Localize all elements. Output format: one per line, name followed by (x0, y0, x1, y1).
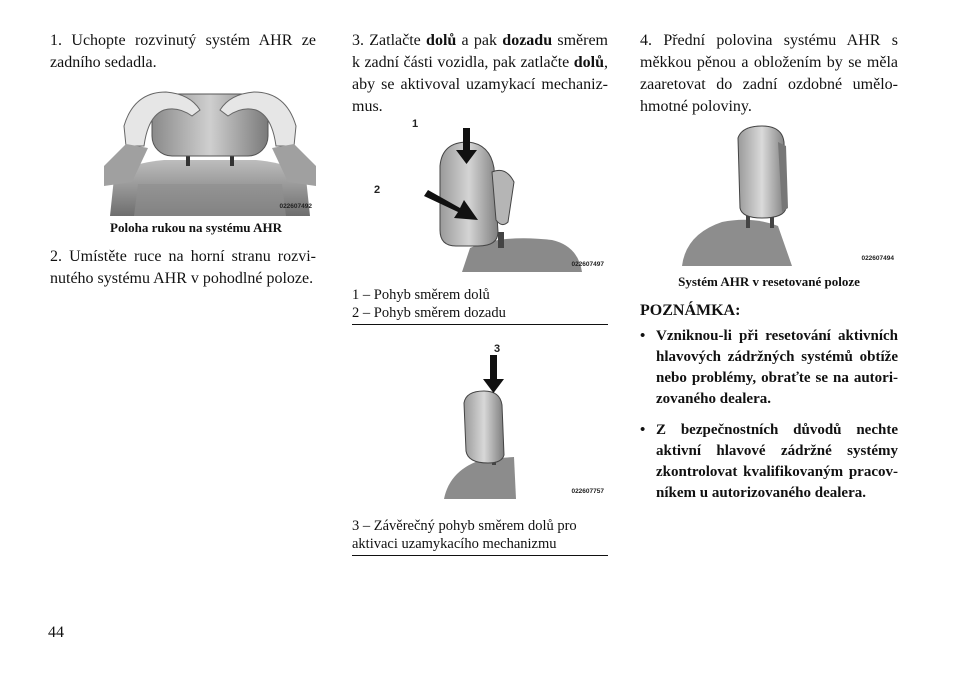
figure-code: 022607757 (571, 488, 604, 495)
column-middle (352, 30, 608, 556)
arrow-label-2: 2 (374, 184, 381, 196)
figure-code: 022607494 (861, 255, 894, 262)
bullet: • (640, 328, 646, 344)
note-heading: POZNÁMKA: (640, 302, 741, 319)
note-item (640, 326, 898, 410)
headrest-final-push-illustration (444, 351, 608, 499)
legend-item-2: 2 – Pohyb směrem dozadu (352, 305, 506, 321)
note-text: Z bezpečnostních důvodů nechte aktivní hlavové zádržné systémy zkontrolovat kvalifikovaným pracov- níkem u autorizovaného dealera. (656, 422, 898, 501)
arrow-label-3: 3 (494, 343, 501, 355)
headrest-push-illustration (402, 122, 608, 272)
notes-list (640, 326, 898, 504)
legend-item-3-cont: aktivaci uzamykacího mechanizmu (352, 536, 557, 552)
headrest-hands-illustration (104, 86, 316, 216)
step-3-part: , aby se aktivoval uzamykací mechaniz- mus. (352, 54, 608, 115)
step-3-part: a pak (456, 32, 503, 49)
figure-final-push (444, 343, 608, 499)
step-3-text (352, 30, 608, 118)
step-4-text: 4. Přední polovina systému AHR s měkkou pěnou a obložením by se měla zaaretovat do zadní ozdobné umělo- hmotné poloviny. (640, 32, 898, 115)
figure-code: 022607492 (279, 203, 312, 210)
step-1-text: 1. Uchopte rozvinutý systém AHR ze zadního sedadla. (50, 32, 316, 71)
step-2-text: 2. Umístěte ruce na horní stranu rozvi- nutého systému AHR v pohodlné poloze. (50, 248, 316, 287)
figure-caption: Poloha rukou na systému AHR (110, 220, 282, 235)
legend-item-1: 1 – Pohyb směrem dolů (352, 287, 490, 303)
column-left (50, 30, 316, 290)
arrow-label-1: 1 (412, 118, 419, 130)
step-3-part: směrem k zadní části vozidla, pak zatlačte (352, 32, 609, 71)
divider (352, 555, 608, 556)
figure-code: 022607497 (571, 261, 604, 268)
note-text: Vzniknou-li při resetování aktivních hlavových zádržných systémů obtíže nebo problémy, obraťte se na autori- zovaného dealera. (656, 328, 898, 407)
legend-item-3: 3 – Závěrečný pohyb směrem dolů pro (352, 518, 577, 534)
step-3-bold-down: dolů (573, 54, 604, 71)
step-3-part: 3. Zatlačte (352, 32, 427, 49)
step-3-bold-down: dolů (426, 32, 457, 49)
note-item (640, 420, 898, 504)
page-number: 44 (48, 624, 64, 641)
figure-hand-position (104, 86, 316, 216)
divider (352, 324, 608, 325)
headrest-reset-illustration (682, 122, 898, 266)
figure-caption: Systém AHR v resetované poloze (678, 274, 860, 289)
figure-reset-position (682, 122, 898, 266)
bullet: • (640, 422, 646, 438)
column-right (640, 30, 898, 514)
figure-push-directions (374, 118, 608, 272)
step-3-bold-back: dozadu (502, 32, 553, 49)
